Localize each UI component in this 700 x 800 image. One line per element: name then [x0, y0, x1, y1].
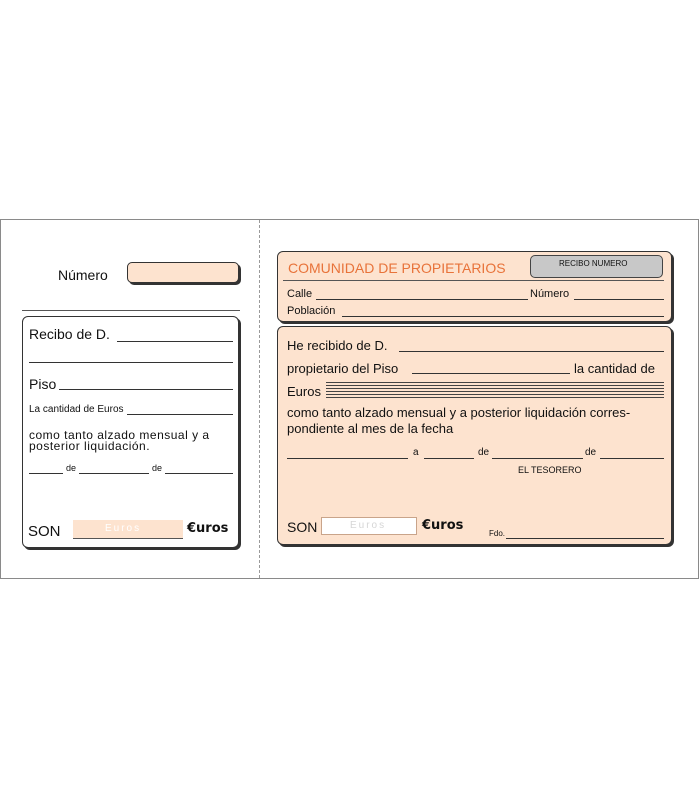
receipt-numero-label: Número: [530, 288, 570, 300]
date-de-1: de: [478, 447, 490, 458]
header-rule: [283, 280, 664, 281]
recibido-line[interactable]: [399, 351, 664, 352]
stub-date-de-2: de: [152, 463, 163, 473]
poblacion-label: Población: [287, 305, 336, 317]
receipt-header-title: COMUNIDAD DE PROPIETARIOS: [288, 260, 506, 276]
stub-concepto-line1: como tanto alzado mensual y a: [29, 428, 210, 442]
receipt-son-label: SON: [287, 519, 318, 535]
date-day-line[interactable]: [424, 458, 474, 459]
receipt-euro-icon: €uros: [422, 518, 464, 533]
stub-son-field[interactable]: [73, 520, 183, 539]
recibido-label: He recibido de D.: [287, 338, 388, 353]
date-de-2: de: [585, 447, 597, 458]
receipt-son-field[interactable]: [321, 517, 417, 535]
stub-euro-icon: €uros: [187, 521, 229, 536]
tesorero-label: EL TESORERO: [518, 465, 582, 475]
stub-recibo-label: Recibo de D.: [29, 326, 110, 342]
stub-date-de-1: de: [66, 463, 77, 473]
propietario-label: propietario del Piso: [287, 361, 399, 376]
receipt-body-panel: [277, 326, 672, 545]
stub-date-day-line[interactable]: [29, 473, 63, 474]
cantidad-label: la cantidad de: [574, 361, 655, 376]
receipt-son-watermark: Euros: [350, 520, 387, 531]
date-place-line[interactable]: [287, 458, 408, 459]
receipt-numero-line[interactable]: [574, 299, 664, 300]
stub-son-watermark: Euros: [105, 523, 142, 534]
recibo-numero-field[interactable]: [530, 255, 663, 278]
receipt-concepto-line1: como tanto alzado mensual y a posterior liquidación corres-: [287, 405, 631, 420]
perforation-line: [259, 220, 260, 578]
stub-son-label: SON: [28, 523, 61, 540]
signature-line[interactable]: [506, 538, 664, 539]
stub-numero-field[interactable]: [127, 262, 239, 283]
stub-recibo-line[interactable]: [117, 341, 233, 342]
receipt-header-panel: [277, 251, 672, 322]
piso-line[interactable]: [412, 373, 570, 374]
stub-concepto-line2: posterior liquidación.: [29, 439, 151, 453]
calle-line[interactable]: [316, 299, 528, 300]
poblacion-line[interactable]: [342, 316, 664, 317]
stub-piso-label: Piso: [29, 376, 57, 392]
fdo-label: Fdo.: [489, 529, 506, 538]
calle-label: Calle: [287, 288, 313, 300]
date-a-label: a: [413, 447, 419, 458]
stub-date-month-line[interactable]: [79, 473, 149, 474]
date-year-line[interactable]: [600, 458, 664, 459]
stub-cantidad-label: La cantidad de Euros: [29, 404, 124, 415]
stub-recibo-line-2[interactable]: [29, 362, 233, 363]
stub-cantidad-line[interactable]: [127, 414, 233, 415]
euros-label: Euros: [287, 384, 321, 399]
stub-piso-line[interactable]: [59, 389, 233, 390]
stub-divider: [22, 310, 240, 311]
date-month-line[interactable]: [492, 458, 583, 459]
euros-amount-field[interactable]: [326, 382, 664, 400]
recibo-numero-label: RECIBO NUMERO: [559, 259, 628, 268]
stub-panel: [22, 316, 239, 548]
stub-date-year-line[interactable]: [165, 473, 233, 474]
receipt-concepto-line2: pondiente al mes de la fecha: [287, 421, 454, 436]
stub-numero-label: Número: [58, 267, 108, 283]
